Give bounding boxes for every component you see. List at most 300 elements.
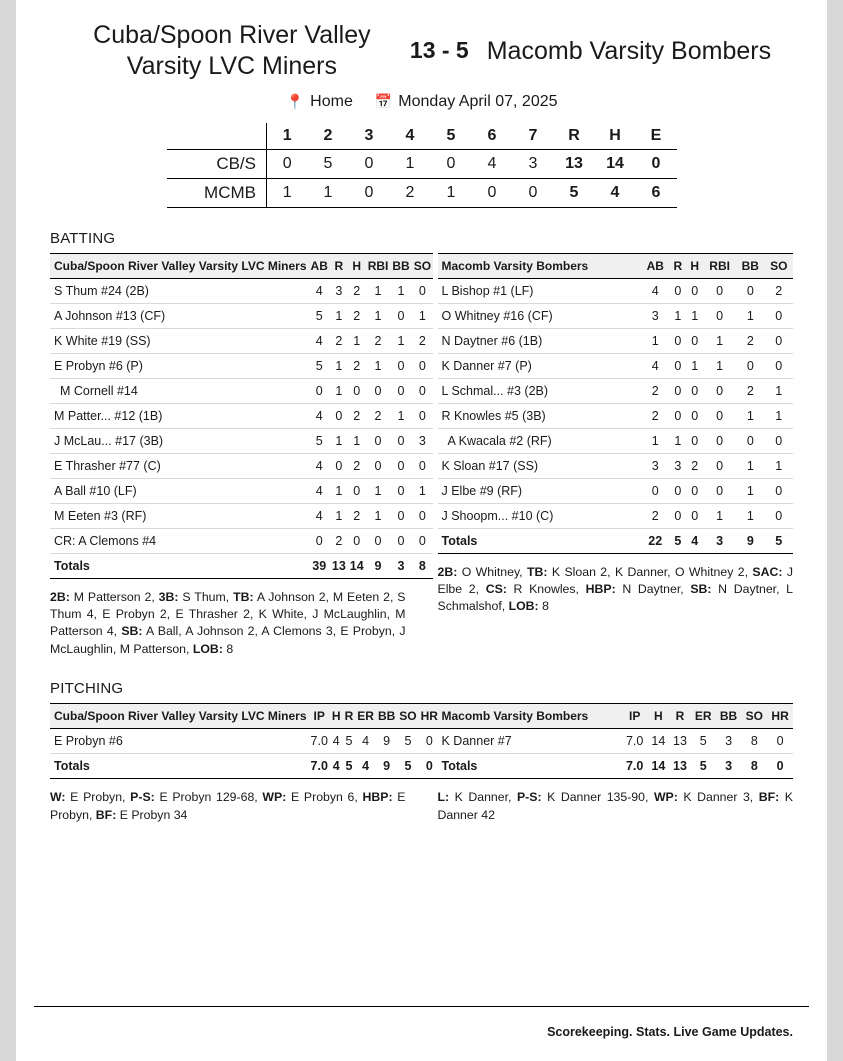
stat-r: 1 — [330, 478, 348, 503]
col-header-er: ER — [691, 704, 716, 729]
stat-ab: 4 — [309, 478, 330, 503]
date-chunk — [375, 93, 558, 111]
stat-ab: 3 — [641, 453, 669, 478]
table-row — [438, 453, 794, 478]
stat-h: 14 — [648, 729, 670, 754]
home-inning-2: 1 — [323, 183, 333, 201]
stat-so: 0 — [765, 428, 793, 453]
totals-so: 5 — [765, 528, 793, 553]
note-value: E Probyn 6, — [286, 790, 363, 805]
stat-rbi: 1 — [366, 303, 391, 328]
inning-header-4: 4 — [390, 123, 431, 150]
home-errors: 6 — [651, 183, 661, 201]
stat-h: 2 — [686, 453, 703, 478]
inning-header-3: 3 — [349, 123, 390, 150]
stat-bb: 1 — [736, 453, 764, 478]
stat-h: 0 — [348, 378, 366, 403]
totals-label: Totals — [50, 754, 309, 779]
stat-so: 0 — [412, 353, 433, 378]
note-label: BF: — [758, 790, 780, 805]
stat-ab: 2 — [641, 503, 669, 528]
home-inning-7: 0 — [528, 183, 538, 201]
away-inning-1: 0 — [282, 154, 292, 172]
player-name: J Shoopm... #10 (C) — [438, 503, 642, 528]
note-value: K Danner 3, — [677, 790, 759, 805]
stat-rbi: 0 — [703, 453, 736, 478]
team-name-header: Macomb Varsity Bombers — [438, 704, 622, 729]
home-inning-5: 1 — [446, 183, 456, 201]
stat-r: 1 — [330, 303, 348, 328]
note-value: E Probyn, — [50, 790, 406, 822]
pitching-home-col — [438, 703, 794, 824]
stat-bb: 2 — [736, 378, 764, 403]
home-inning-3: 0 — [364, 183, 374, 201]
player-name: S Thum #24 (2B) — [50, 278, 309, 303]
box-score-page — [16, 0, 827, 1061]
note-label: 2B: — [50, 589, 70, 604]
inning-header-7: 7 — [513, 123, 554, 150]
note-value: E Probyn, — [65, 790, 131, 805]
totals-label: Totals — [50, 553, 309, 578]
stat-so: 2 — [765, 278, 793, 303]
stat-so: 0 — [765, 328, 793, 353]
stat-so: 3 — [412, 428, 433, 453]
totals-hr: 0 — [767, 754, 793, 779]
table-header-row — [50, 253, 433, 278]
calendar-icon: 📅 — [374, 93, 393, 109]
player-name: K White #19 (SS) — [50, 328, 309, 353]
table-row — [438, 353, 794, 378]
player-name: E Probyn #6 — [50, 729, 309, 754]
player-name: E Probyn #6 (P) — [50, 353, 309, 378]
errors-header: E — [636, 123, 677, 150]
col-header-hr: HR — [767, 704, 793, 729]
player-name: L Bishop #1 (LF) — [438, 278, 642, 303]
inning-header-1: 1 — [267, 123, 308, 150]
location-pin-icon: 📍 — [285, 93, 305, 111]
totals-so: 8 — [741, 754, 767, 779]
table-row — [50, 528, 433, 553]
note-label: SB: — [690, 581, 712, 596]
home-runs: 5 — [569, 183, 579, 201]
col-header-h: H — [648, 704, 670, 729]
stat-rbi: 0 — [703, 403, 736, 428]
stat-h: 0 — [686, 428, 703, 453]
stat-er: 4 — [355, 729, 376, 754]
stat-h: 1 — [686, 353, 703, 378]
stat-h: 1 — [686, 303, 703, 328]
col-header-r: R — [330, 253, 348, 278]
stat-ab: 4 — [309, 328, 330, 353]
player-name: R Knowles #5 (3B) — [438, 403, 642, 428]
totals-h: 4 — [686, 528, 703, 553]
away-inning-6: 4 — [487, 154, 497, 172]
col-header-r: R — [343, 704, 356, 729]
stat-r: 1 — [330, 378, 348, 403]
stat-rbi: 0 — [703, 478, 736, 503]
note-label: SAC: — [752, 564, 783, 579]
note-value: E Probyn 34 — [116, 807, 188, 822]
totals-hr: 0 — [419, 754, 440, 779]
stat-bb: 2 — [736, 328, 764, 353]
stat-so: 1 — [765, 453, 793, 478]
stat-so: 0 — [765, 503, 793, 528]
stat-rbi: 0 — [703, 278, 736, 303]
stat-rbi: 1 — [366, 503, 391, 528]
totals-bb: 3 — [390, 553, 411, 578]
stat-r: 0 — [330, 453, 348, 478]
col-header-so: SO — [412, 253, 433, 278]
note-label: 3B: — [158, 589, 179, 604]
stat-rbi: 2 — [366, 328, 391, 353]
stat-h: 0 — [348, 478, 366, 503]
note-value: E Probyn 129-68, — [154, 790, 263, 805]
stat-ab: 4 — [641, 278, 669, 303]
stat-bb: 0 — [390, 428, 411, 453]
linescore-header-row — [167, 123, 677, 150]
footer-divider — [34, 1006, 809, 1007]
table-header-row — [50, 704, 440, 729]
stat-so: 0 — [765, 303, 793, 328]
player-name: A Johnson #13 (CF) — [50, 303, 309, 328]
stat-h: 4 — [330, 729, 343, 754]
stat-r: 1 — [330, 503, 348, 528]
stat-ab: 4 — [309, 453, 330, 478]
player-name: A Kwacala #2 (RF) — [438, 428, 642, 453]
note-value: N Daytner, L Schmalshof, — [437, 581, 794, 614]
stat-h: 0 — [348, 528, 366, 553]
stat-rbi: 0 — [703, 303, 736, 328]
pitching-notes-home — [438, 789, 794, 824]
totals-so: 8 — [412, 553, 433, 578]
stat-so: 2 — [412, 328, 433, 353]
stat-ip: 7.0 — [309, 729, 330, 754]
player-name: M Patter... #12 (1B) — [50, 403, 309, 428]
player-name: M Cornell #14 — [50, 378, 309, 403]
stat-h: 2 — [348, 353, 366, 378]
inning-header-6: 6 — [472, 123, 513, 150]
stat-rbi: 1 — [366, 353, 391, 378]
stat-so: 0 — [412, 503, 433, 528]
stat-r: 0 — [669, 478, 686, 503]
table-row — [438, 478, 794, 503]
col-header-h: H — [348, 253, 366, 278]
stat-ab: 1 — [641, 428, 669, 453]
col-header-so: SO — [741, 704, 767, 729]
stat-h: 1 — [348, 428, 366, 453]
totals-row — [50, 553, 433, 578]
stat-so: 8 — [741, 729, 767, 754]
note-value: K Danner, — [449, 790, 517, 805]
note-label: P-S: — [130, 790, 155, 805]
team-name-header: Macomb Varsity Bombers — [438, 253, 642, 278]
table-header-row — [438, 704, 794, 729]
team-name-header: Cuba/Spoon River Valley Varsity LVC Miners — [50, 704, 309, 729]
col-header-r: R — [669, 253, 686, 278]
stat-so: 0 — [412, 378, 433, 403]
linescore-row-home — [167, 178, 677, 207]
stat-ab: 4 — [309, 403, 330, 428]
batting-table-away — [50, 253, 433, 579]
player-name: K Sloan #17 (SS) — [438, 453, 642, 478]
stat-rbi: 1 — [703, 328, 736, 353]
totals-rbi: 9 — [366, 553, 391, 578]
stat-er: 5 — [691, 729, 716, 754]
stat-r: 0 — [330, 403, 348, 428]
table-row — [50, 729, 440, 754]
note-value: R Knowles, — [506, 581, 586, 596]
stat-bb: 3 — [716, 729, 742, 754]
totals-r: 5 — [669, 528, 686, 553]
home-inning-4: 2 — [405, 183, 415, 201]
note-label: BF: — [95, 807, 117, 822]
col-header-bb: BB — [736, 253, 764, 278]
col-header-er: ER — [355, 704, 376, 729]
stat-ab: 4 — [309, 278, 330, 303]
col-header-so: SO — [765, 253, 793, 278]
stat-so: 1 — [412, 478, 433, 503]
linescore-team-header — [167, 123, 267, 150]
col-header-rbi: RBI — [703, 253, 736, 278]
table-row — [50, 453, 433, 478]
batting-columns — [32, 253, 811, 659]
stat-bb: 1 — [736, 503, 764, 528]
away-inning-3: 0 — [364, 154, 374, 172]
table-row — [438, 503, 794, 528]
location-label: Home — [310, 92, 353, 110]
totals-label: Totals — [438, 754, 622, 779]
stat-so: 0 — [412, 278, 433, 303]
totals-rbi: 3 — [703, 528, 736, 553]
team-name-header: Cuba/Spoon River Valley Varsity LVC Miners — [50, 253, 309, 278]
stat-hr: 0 — [767, 729, 793, 754]
col-header-bb: BB — [390, 253, 411, 278]
away-hits: 14 — [606, 154, 624, 172]
note-label: HBP: — [362, 790, 393, 805]
stat-rbi: 1 — [366, 278, 391, 303]
stat-so: 0 — [765, 478, 793, 503]
stat-h: 2 — [348, 453, 366, 478]
stat-bb: 1 — [390, 278, 411, 303]
stat-ab: 0 — [309, 378, 330, 403]
player-name: O Whitney #16 (CF) — [438, 303, 642, 328]
stat-rbi: 1 — [703, 503, 736, 528]
stat-bb: 0 — [736, 428, 764, 453]
batting-section-title: BATTING — [50, 229, 116, 247]
table-row — [438, 428, 794, 453]
stat-r: 0 — [669, 353, 686, 378]
away-inning-2: 5 — [323, 154, 333, 172]
table-row — [50, 353, 433, 378]
stat-h: 2 — [348, 278, 366, 303]
table-row — [50, 503, 433, 528]
col-header-ip: IP — [622, 704, 648, 729]
totals-er: 4 — [355, 754, 376, 779]
table-row — [50, 328, 433, 353]
stat-bb: 1 — [390, 403, 411, 428]
player-name: E Thrasher #77 (C) — [50, 453, 309, 478]
score-header — [32, 20, 811, 83]
stat-hr: 0 — [419, 729, 440, 754]
note-value: N Daytner, — [615, 581, 691, 596]
stat-bb: 0 — [390, 503, 411, 528]
note-value: M Patterson 2, — [69, 589, 159, 604]
stat-rbi: 0 — [366, 428, 391, 453]
stat-r: 1 — [669, 303, 686, 328]
stat-ab: 4 — [641, 353, 669, 378]
table-row — [50, 303, 433, 328]
col-header-rbi: RBI — [366, 253, 391, 278]
stat-so: 0 — [412, 453, 433, 478]
note-value: S Thum, — [178, 589, 234, 604]
home-team-name: Macomb Varsity Bombers — [486, 36, 772, 65]
date-label: Monday April 07, 2025 — [398, 92, 558, 110]
stat-bb: 1 — [736, 303, 764, 328]
totals-label: Totals — [438, 528, 642, 553]
linescore-row-away — [167, 149, 677, 178]
player-name: L Schmal... #3 (2B) — [438, 378, 642, 403]
linescore-team-away: CB/S — [167, 149, 267, 178]
totals-h: 14 — [648, 754, 670, 779]
totals-row — [438, 528, 794, 553]
col-header-hr: HR — [419, 704, 440, 729]
batting-notes-home — [438, 564, 794, 616]
col-header-h: H — [330, 704, 343, 729]
stat-so: 0 — [412, 403, 433, 428]
totals-row — [438, 754, 794, 779]
stat-h: 2 — [348, 303, 366, 328]
col-header-so: SO — [397, 704, 418, 729]
note-label: 2B: — [437, 564, 458, 579]
stat-r: 2 — [330, 528, 348, 553]
stat-rbi: 0 — [366, 453, 391, 478]
away-inning-5: 0 — [446, 154, 456, 172]
totals-ip: 7.0 — [622, 754, 648, 779]
pitching-table-home — [438, 703, 794, 779]
note-label: LOB: — [508, 599, 539, 614]
stat-rbi: 0 — [703, 428, 736, 453]
stat-bb: 0 — [390, 303, 411, 328]
table-row — [438, 729, 794, 754]
totals-bb: 3 — [716, 754, 742, 779]
col-header-bb: BB — [376, 704, 397, 729]
pitching-away-col — [50, 703, 438, 824]
stat-bb: 0 — [736, 353, 764, 378]
note-value: A Ball, A Johnson 2, A Clemons 3, E Probyn, J McLaughlin, M Patterson, — [50, 624, 406, 656]
player-name: K Danner #7 (P) — [438, 353, 642, 378]
stat-r: 0 — [669, 503, 686, 528]
stat-h: 2 — [348, 403, 366, 428]
stat-r: 1 — [669, 428, 686, 453]
stat-ab: 2 — [641, 403, 669, 428]
pitching-table-away — [50, 703, 440, 779]
stat-bb: 0 — [736, 278, 764, 303]
col-header-r: R — [669, 704, 691, 729]
totals-bb: 9 — [736, 528, 764, 553]
batting-home-col — [438, 253, 794, 659]
stat-h: 1 — [348, 328, 366, 353]
stat-h: 2 — [348, 503, 366, 528]
stat-bb: 1 — [736, 478, 764, 503]
note-label: TB: — [233, 589, 254, 604]
table-row — [50, 428, 433, 453]
col-header-bb: BB — [716, 704, 742, 729]
stat-h: 0 — [686, 328, 703, 353]
col-header-ip: IP — [309, 704, 330, 729]
stat-bb: 0 — [390, 528, 411, 553]
table-row — [50, 278, 433, 303]
stat-bb: 0 — [390, 378, 411, 403]
table-header-row — [438, 253, 794, 278]
stat-ab: 3 — [641, 303, 669, 328]
table-row — [438, 378, 794, 403]
pitching-columns — [32, 703, 811, 824]
table-row — [50, 403, 433, 428]
linescore-table — [167, 123, 677, 208]
away-inning-4: 1 — [405, 154, 415, 172]
totals-ab: 22 — [641, 528, 669, 553]
note-label: WP: — [653, 790, 678, 805]
stat-h: 0 — [686, 403, 703, 428]
stat-r: 0 — [669, 328, 686, 353]
table-row — [438, 328, 794, 353]
final-score: 13 - 5 — [409, 36, 469, 63]
totals-r: 5 — [343, 754, 356, 779]
stat-r: 3 — [669, 453, 686, 478]
stat-rbi: 1 — [366, 478, 391, 503]
player-name: M Eeten #3 (RF) — [50, 503, 309, 528]
stat-ab: 2 — [641, 378, 669, 403]
away-inning-7: 3 — [528, 154, 538, 172]
totals-bb: 9 — [376, 754, 397, 779]
home-inning-1: 1 — [282, 183, 292, 201]
totals-ab: 39 — [309, 553, 330, 578]
note-label: P-S: — [516, 790, 542, 805]
stat-so: 0 — [765, 353, 793, 378]
stat-h: 0 — [686, 503, 703, 528]
stat-bb: 0 — [390, 478, 411, 503]
pitching-section-title: PITCHING — [50, 680, 124, 698]
footer-text: Scorekeeping. Stats. Live Game Updates. — [547, 1025, 793, 1039]
note-value: A Johnson 2, M Eeten 2, S Thum 4, E Probyn 2, E Thrasher 2, K White, J McLaughlin, M Patterson 4, — [50, 589, 406, 639]
batting-table-home — [438, 253, 794, 554]
player-name: K Danner #7 — [438, 729, 622, 754]
table-row — [438, 278, 794, 303]
stat-so: 0 — [412, 528, 433, 553]
stat-ab: 5 — [309, 353, 330, 378]
stat-ab: 4 — [309, 503, 330, 528]
note-label: W: — [50, 790, 66, 805]
runs-header: R — [554, 123, 595, 150]
linescore-wrapper — [32, 123, 811, 208]
stat-h: 0 — [686, 478, 703, 503]
totals-so: 5 — [397, 754, 418, 779]
location-chunk — [285, 93, 352, 111]
totals-row — [50, 754, 440, 779]
pitching-notes-away — [50, 789, 406, 824]
table-row — [438, 303, 794, 328]
note-label: SB: — [121, 624, 143, 639]
col-header-h: H — [686, 253, 703, 278]
note-label: L: — [437, 790, 450, 805]
game-meta — [32, 93, 811, 111]
table-row — [50, 478, 433, 503]
stat-so: 1 — [765, 403, 793, 428]
home-hits: 4 — [610, 183, 620, 201]
stat-ab: 0 — [641, 478, 669, 503]
away-errors: 0 — [651, 154, 661, 172]
stat-ab: 5 — [309, 303, 330, 328]
